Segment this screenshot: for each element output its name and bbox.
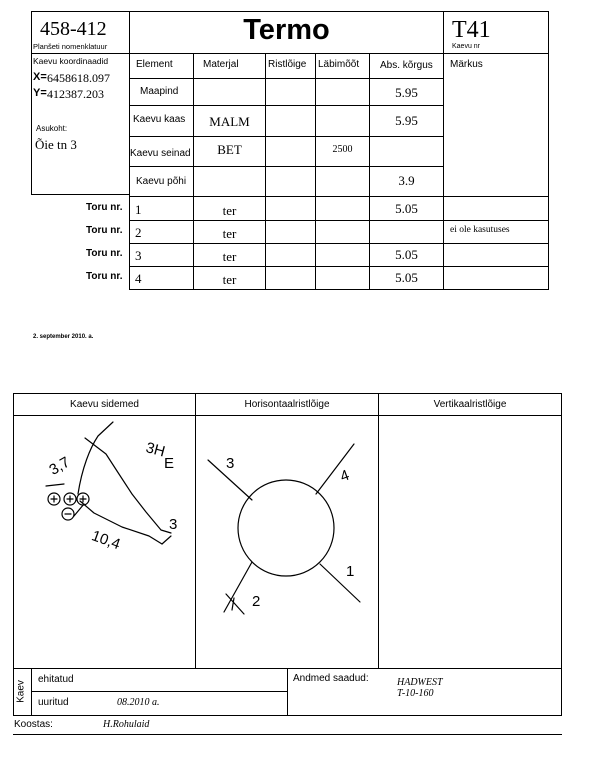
pipe-label: Toru nr. — [86, 202, 123, 213]
pipe-note: ei ole kasutuses — [450, 225, 510, 235]
author-label: Koostas: — [14, 719, 53, 730]
row-div-3 — [129, 136, 443, 137]
measured-value: 08.2010 a. — [117, 697, 160, 708]
data-from-value: HADWEST — [397, 677, 443, 688]
connections-sketch — [14, 416, 195, 668]
col-div-cross — [265, 53, 266, 290]
form-border-left — [31, 11, 32, 194]
data-from-label: Andmed saadud: — [293, 673, 369, 684]
col-header-element: Element — [136, 59, 173, 70]
pipe-height: 5.05 — [395, 270, 418, 285]
pipe-number-label: 3 — [226, 455, 235, 472]
row-div-2 — [129, 105, 443, 106]
built-label: ehitatud — [38, 674, 74, 685]
row-div-6 — [129, 220, 549, 221]
col-header-note: Märkus — [450, 59, 483, 70]
measured-label: uuritud — [38, 697, 69, 708]
sketch-label: 10,4 — [89, 527, 123, 554]
row-div-1 — [129, 78, 443, 79]
height-cell: 5.95 — [395, 85, 418, 100]
author-value: H.Rohulaid — [103, 719, 150, 730]
horizontal-section-sketch — [196, 416, 378, 668]
pipe-line — [78, 422, 113, 494]
horizontal-section-header: Horisontaalristlõige — [244, 399, 330, 410]
y-value: 412387.203 — [47, 87, 104, 101]
sketch-label: 3H — [143, 439, 167, 461]
height-cell: 5.95 — [395, 113, 418, 128]
row-div-8 — [129, 266, 549, 267]
footer-mid — [31, 691, 287, 692]
element-cell: Kaevu seinad — [130, 148, 191, 159]
author-underline — [13, 734, 562, 735]
element-cell: Kaevu kaas — [133, 114, 186, 125]
sheet-caption: Planšeti nomenklatuur — [33, 42, 108, 51]
col-div-diameter — [315, 53, 316, 290]
pipe-material: ter — [222, 272, 237, 287]
footer-kaev-divider — [31, 668, 32, 715]
material-cell: BET — [217, 142, 242, 157]
pipe-label: Toru nr. — [86, 248, 123, 259]
col-header-height: Abs. kõrgus — [380, 60, 433, 71]
sketch-divider-2 — [378, 393, 379, 668]
pipe-height: 5.05 — [395, 201, 418, 216]
sheet-code: 458-412 — [40, 18, 107, 40]
diameter-cell: 2500 — [332, 144, 353, 155]
date-note: 2. september 2010. a. — [33, 334, 94, 340]
pipe-number: 2 — [135, 225, 142, 240]
pipe-material: ter — [222, 203, 237, 218]
data-from-value: T-10-160 — [397, 688, 434, 699]
col-header-cross: Ristlõige — [268, 59, 307, 70]
pipe-label: Toru nr. — [86, 225, 123, 236]
pipe-material: ter — [222, 226, 237, 241]
pipe-line — [162, 536, 171, 544]
document-title: Termo — [243, 14, 330, 46]
header-bottom — [31, 53, 549, 54]
vertical-section-header: Vertikaalristlõige — [433, 399, 507, 410]
pipe-line — [74, 504, 84, 516]
pipe-stub-4 — [316, 444, 354, 494]
pipe-number: 3 — [135, 248, 142, 263]
col-header-material: Materjal — [203, 59, 239, 70]
pipe-number-label: 1 — [346, 563, 355, 580]
address-value: Õie tn 3 — [35, 137, 77, 152]
x-label: X= — [33, 71, 47, 83]
location-bottom — [31, 194, 130, 195]
row-div-5 — [129, 196, 549, 197]
connections-header: Kaevu sidemed — [70, 399, 139, 410]
pipe-number-label: 2 — [252, 593, 261, 610]
pipe-number: 4 — [135, 271, 142, 286]
form-border-top — [31, 11, 549, 12]
pipe-label: Toru nr. — [86, 271, 123, 282]
sketch-label: E — [164, 455, 175, 472]
col-header-diameter: Läbimõõt — [318, 59, 360, 70]
sketch-border-top — [13, 393, 562, 394]
y-label: Y= — [33, 87, 47, 99]
row-div-4 — [129, 166, 443, 167]
material-cell: MALM — [209, 114, 250, 129]
pipe-stub-2 — [224, 562, 252, 612]
address-label: Asukoht: — [36, 124, 68, 133]
pipe-material: ter — [222, 249, 237, 264]
x-value: 6458618.097 — [47, 71, 110, 85]
element-cell: Kaevu põhi — [136, 176, 187, 187]
footer-data-divider — [287, 668, 288, 715]
height-cell: 3.9 — [398, 173, 415, 188]
pipe-number-label: 4 — [337, 466, 352, 486]
sketch-label: 3,7 — [46, 453, 73, 479]
footer-bottom — [13, 715, 562, 716]
well-id: T41 — [452, 17, 491, 43]
pipe-number: 1 — [135, 202, 142, 217]
form-border-bottom — [129, 289, 549, 290]
coords-label: Kaevu koordinaadid — [33, 56, 109, 66]
side-label: Kaev — [15, 680, 27, 703]
pipe-height: 5.05 — [395, 247, 418, 262]
arrow-mark — [46, 484, 64, 486]
well-caption: Kaevu nr — [452, 43, 481, 50]
sketch-label: 3 — [169, 516, 178, 533]
element-cell: Maapind — [140, 86, 179, 97]
well-form — [0, 0, 593, 330]
row-div-7 — [129, 243, 549, 244]
